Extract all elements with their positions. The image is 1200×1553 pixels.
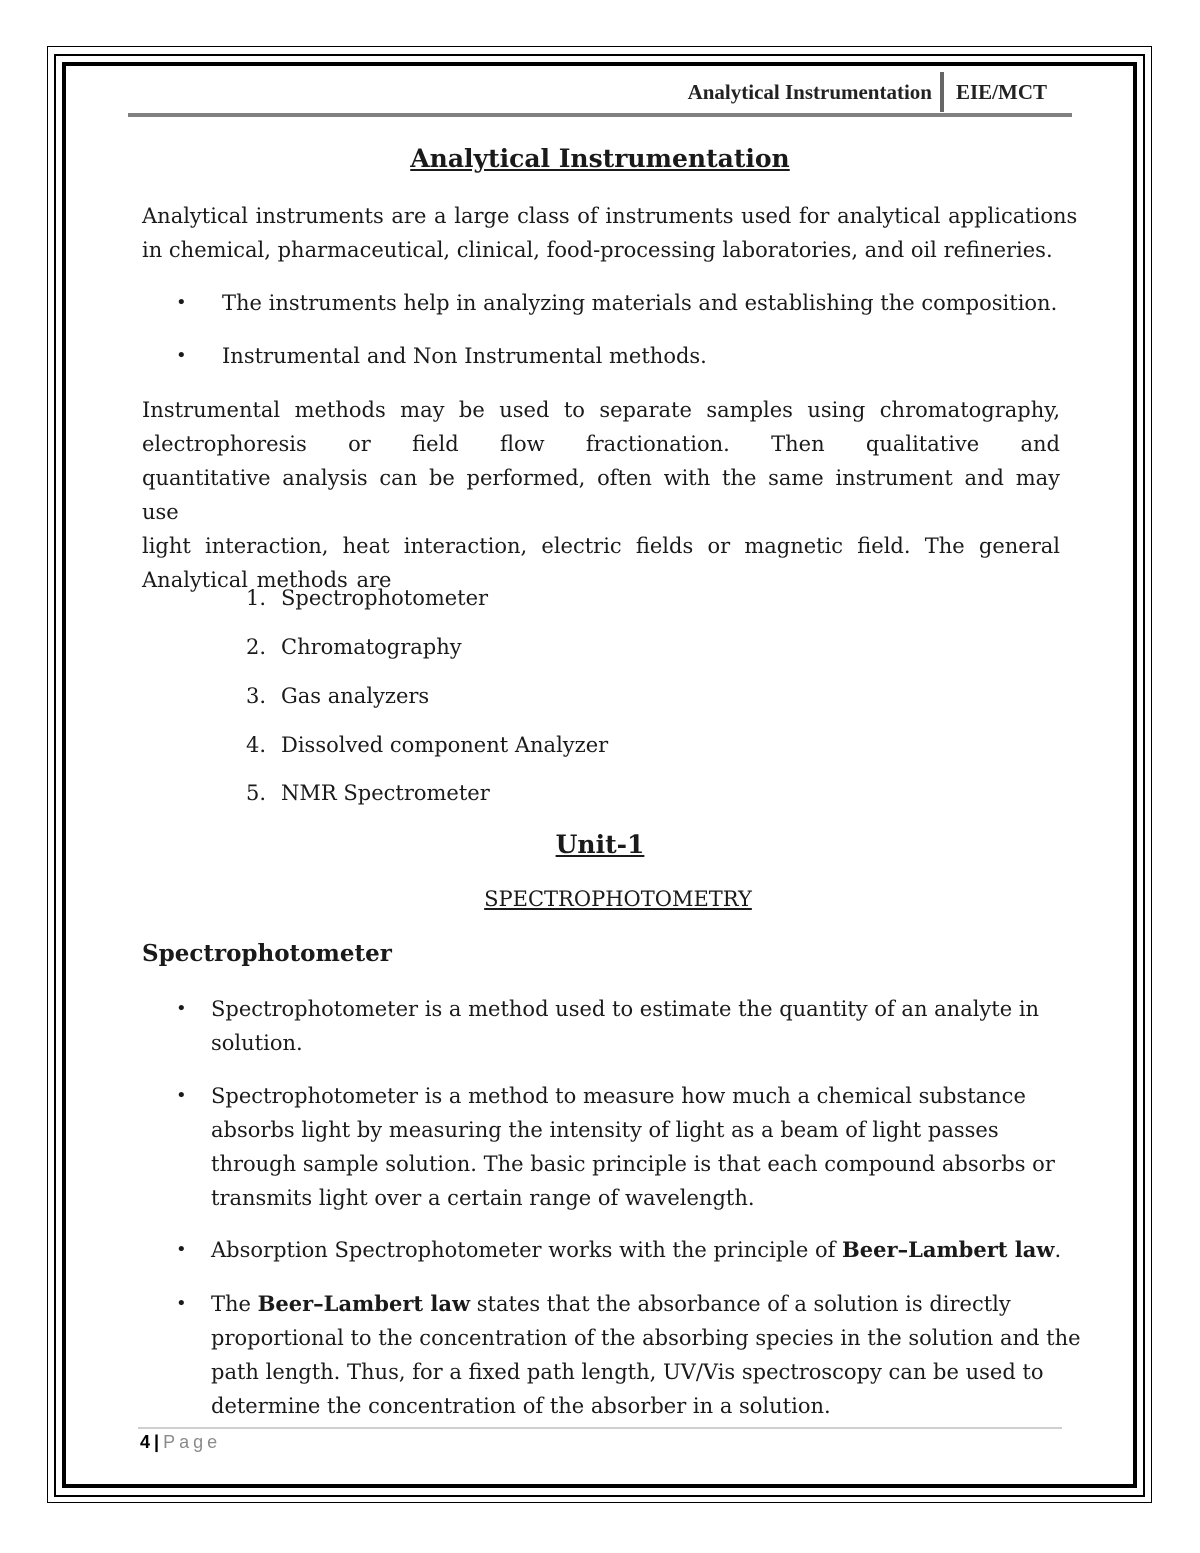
bullet-line [211, 1287, 1056, 1321]
bullet-line: absorbs light by measuring the intensity of light as a beam of light passes [211, 1118, 999, 1142]
paragraph-line: quantitative analysis can be performed, often with the same instrument and may use [142, 466, 1060, 524]
bullet-line-text: states that the absorbance of a solution is directly [470, 1292, 1011, 1316]
bullet-text [211, 992, 1056, 1060]
bullet-icon: • [176, 292, 187, 313]
page-border-inner [62, 62, 1137, 1488]
bullet-line: transmits light over a certain range of wavelength. [211, 1186, 755, 1210]
bullet-icon: • [176, 345, 187, 366]
list-number: 2. [246, 635, 267, 659]
bullet-icon: • [176, 1085, 187, 1106]
unit-title: Unit-1 [555, 830, 645, 859]
list-number: 4. [246, 733, 267, 757]
paragraph-line: electrophoresis or field flow fractionation. Then qualitative and [142, 432, 1060, 456]
list-item [246, 728, 608, 762]
intro-paragraph [142, 199, 1078, 267]
list-number: 1. [246, 586, 267, 610]
bullet-text [211, 1079, 1056, 1215]
bullet-text: Instrumental and Non Instrumental methods. [222, 344, 707, 368]
running-header [128, 78, 1072, 112]
section-heading: Spectrophotometer [142, 940, 392, 967]
bullet-line-text: . [1054, 1238, 1062, 1262]
bullet-line: path length. Thus, for a fixed path length, UV/Vis spectroscopy can be used to [211, 1360, 1044, 1384]
header-code: EIE/MCT [956, 80, 1048, 104]
header-separator [940, 72, 944, 112]
bullet-line: determine the concentration of the absorber in a solution. [211, 1394, 831, 1418]
intro-line: Analytical instruments are a large class of instruments used for analytical applications [142, 204, 1078, 228]
header-title: Analytical Instrumentation [687, 80, 932, 104]
header-rule [128, 113, 1072, 117]
list-text: Spectrophotometer [281, 586, 489, 610]
methods-paragraph [142, 393, 1060, 597]
page-footer [140, 1432, 221, 1453]
paragraph-line: light interaction, heat interaction, electric fields or magnetic field. The general [142, 534, 1060, 558]
bullet-icon: • [176, 998, 187, 1019]
bullet-icon: • [176, 1239, 187, 1260]
list-text: Dissolved component Analyzer [281, 733, 609, 757]
bullet-line [211, 1233, 1062, 1267]
intro-line: in chemical, pharmaceutical, clinical, food-processing laboratories, and oil refineries. [142, 238, 1053, 262]
bullet-line-text: The [211, 1292, 258, 1316]
list-number: 3. [246, 684, 267, 708]
bullet-line: proportional to the concentration of the absorbing species in the solution and the [211, 1326, 1081, 1350]
bullet-line: Spectrophotometer is a method to measure how much a chemical substance [211, 1084, 1026, 1108]
beer-lambert-law-term: Beer–Lambert law [842, 1237, 1055, 1262]
unit-subtitle: SPECTROPHOTOMETRY [484, 887, 752, 911]
bullet-line: solution. [211, 1031, 303, 1055]
beer-lambert-law-term: Beer–Lambert law [257, 1291, 471, 1316]
footer-separator: | [154, 1432, 160, 1452]
list-item [246, 776, 490, 810]
list-item [246, 630, 462, 664]
bullet-line-text: Absorption Spectrophotometer works with the principle of [211, 1238, 843, 1262]
list-item [246, 581, 488, 615]
list-text: Gas analyzers [281, 684, 430, 708]
bullet-text [211, 1233, 1062, 1267]
footer-rule [138, 1427, 1062, 1429]
bullet-icon: • [176, 1293, 187, 1314]
bullet-line: Spectrophotometer is a method used to estimate the quantity of an analyte in [211, 997, 1040, 1021]
paragraph-line: Analytical methods are [142, 568, 392, 592]
bullet-text: The instruments help in analyzing materials and establishing the composition. [222, 291, 1058, 315]
list-text: Chromatography [281, 635, 462, 659]
bullet-text [211, 1287, 1081, 1423]
page-number: 4 [140, 1432, 151, 1452]
bullet-line: through sample solution. The basic principle is that each compound absorbs or [211, 1152, 1055, 1176]
list-item [246, 679, 429, 713]
paragraph-line: Instrumental methods may be used to separate samples using chromatography, [142, 398, 1060, 422]
list-number: 5. [246, 781, 267, 805]
list-text: NMR Spectrometer [281, 781, 490, 805]
page-title: Analytical Instrumentation [410, 144, 790, 173]
page-label: Page [163, 1432, 222, 1452]
